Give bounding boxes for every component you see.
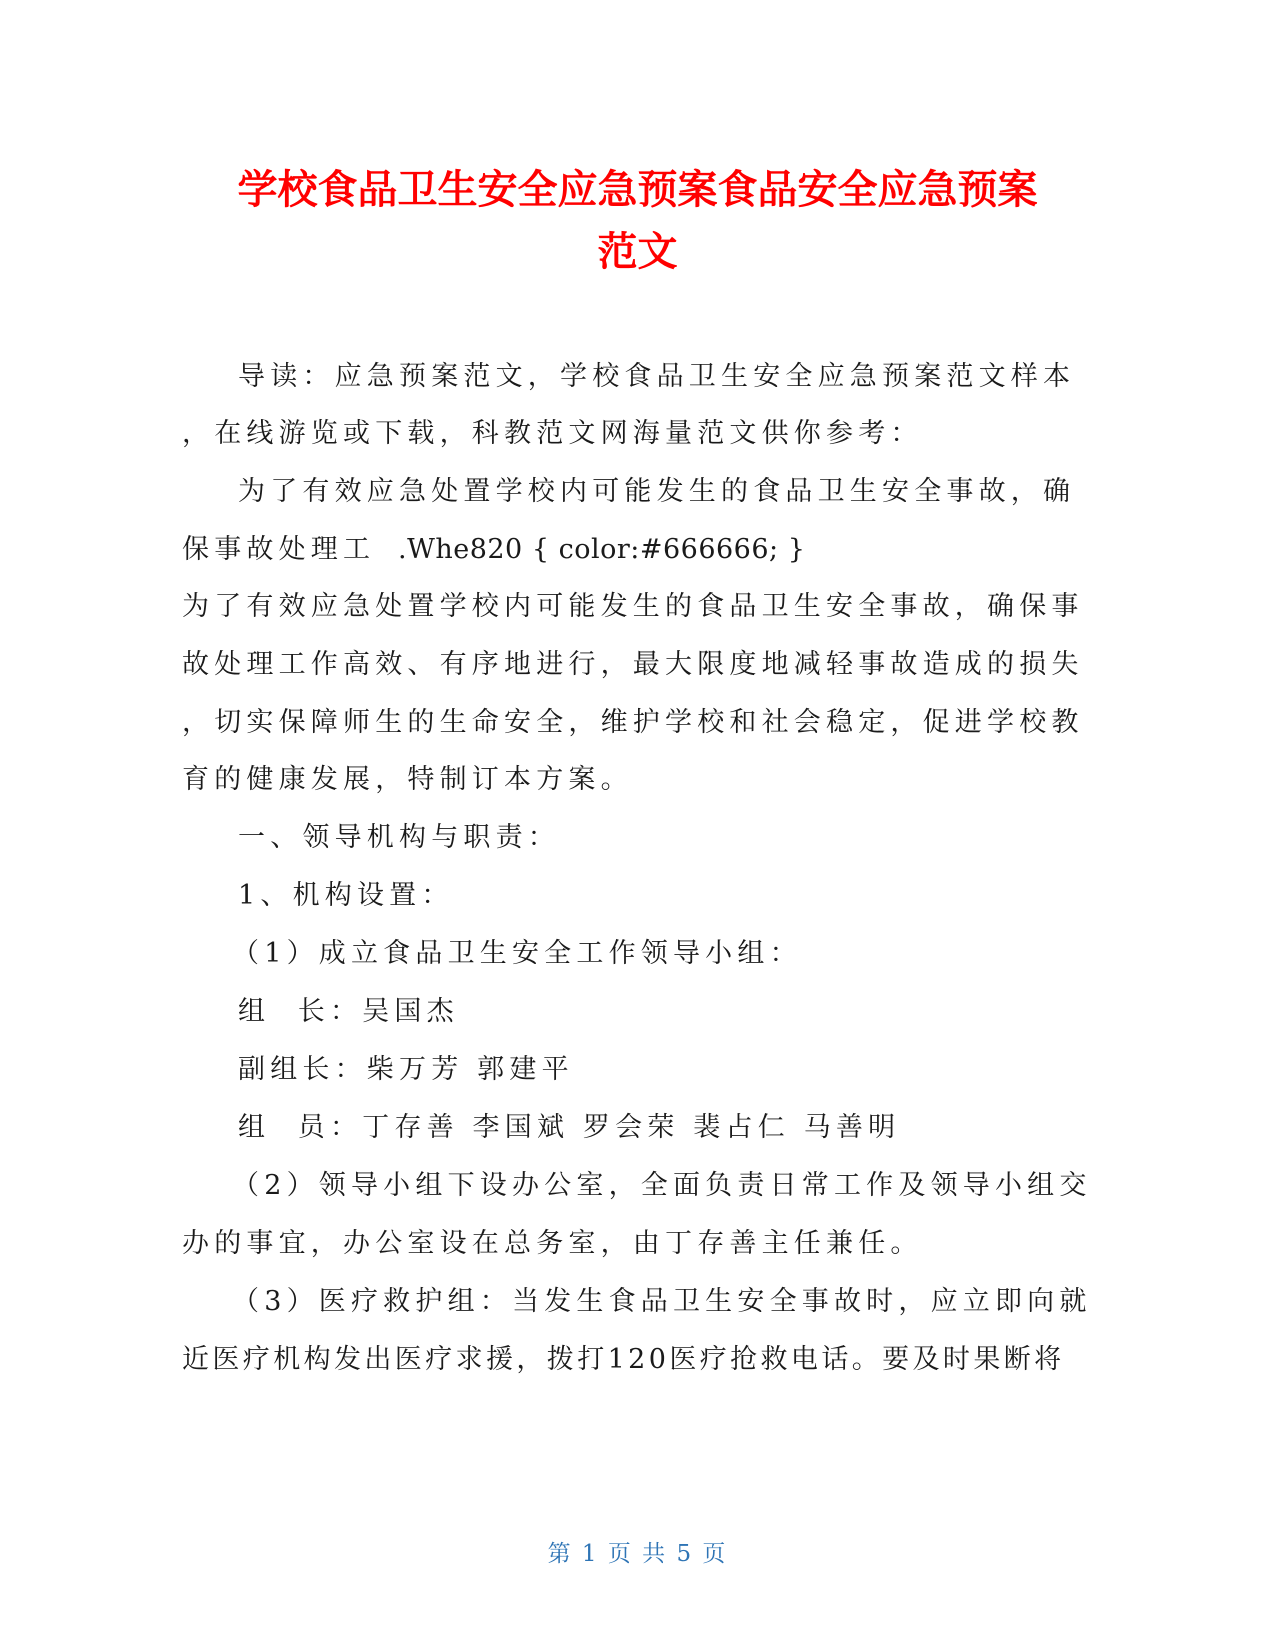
paragraph-line: ，在线游览或下载，科教范文网海量范文供你参考： <box>182 418 923 449</box>
paragraph-line: 保事故处理工 <box>182 534 376 565</box>
subsection-heading: 1、机构设置： <box>238 880 454 911</box>
paragraph-line: 故处理工作高效、有序地进行，最大限度地减轻事故造成的损失 <box>182 649 1084 680</box>
paragraph-line: ，切实保障师生的生命安全，维护学校和社会稳定，促进学校教 <box>182 707 1084 738</box>
page-footer: 第 1 页 共 5 页 <box>547 1541 728 1567</box>
paragraph-line: 为了有效应急处置学校内可能发生的食品卫生安全事故，确保事 <box>182 591 1084 622</box>
paragraph-line: 育的健康发展，特制订本方案。 <box>182 764 633 795</box>
paragraph-line: 办的事宜，办公室设在总务室，由丁存善主任兼任。 <box>182 1228 923 1259</box>
paragraph-line: （3）医疗救护组：当发生食品卫生安全事故时，应立即向就 <box>232 1286 1092 1317</box>
paragraph-line: 近医疗机构发出医疗求援，拨打120医疗抢救电话。要及时果断将 <box>182 1344 1065 1375</box>
section-heading: 一、领导机构与职责： <box>238 822 560 853</box>
paragraph-line: （1）成立食品卫生安全工作领导小组： <box>232 938 802 969</box>
paragraph-line: 副组长：柴万芳 郭建平 <box>238 1054 574 1085</box>
paragraph-line: （2）领导小组下设办公室，全面负责日常工作及领导小组交 <box>232 1170 1092 1201</box>
document-title-line-1: 学校食品卫生安全应急预案食品安全应急预案 <box>237 167 1038 213</box>
document-title-line-2: 范文 <box>597 229 678 275</box>
paragraph-line: 组 长：吴国杰 <box>238 996 459 1027</box>
paragraph-line: 为了有效应急处置学校内可能发生的食品卫生安全事故，确 <box>238 476 1076 507</box>
paragraph-line: 导读：应急预案范文，学校食品卫生安全应急预案范文样本 <box>238 361 1076 392</box>
paragraph-line: 组 员：丁存善 李国斌 罗会荣 裴占仁 马善明 <box>238 1112 901 1143</box>
css-snippet-text: .Whe820 { color:#666666; } <box>398 534 806 565</box>
